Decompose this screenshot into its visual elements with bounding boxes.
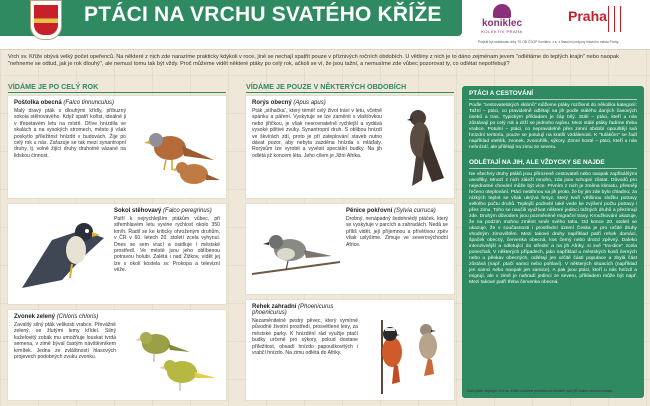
bird-latin: (Chloris chloris) <box>56 314 99 320</box>
bird-name: Zvonek zelený <box>14 314 56 320</box>
bird-description: Pták „stíhačka“, který téměř celý život tráví v letu, včetně spánku a páření. Vyskytuje se lze zaměnit s vlašťovkou nebo jiřičkou, je však nesrovnatelně rychlejší a vydává vysoké pištivé zvuky. Synantropní druh. S oblibou hnízdí ve škvírách zdí, proto je při zateplování staveb nutno dávat pozor, aby nebyla zazděna hnízda s mláďaty. Rorýsům lze vyrobit a vyvěsit speciální budky. Na jih odlétá již koncem léta. Jeho cílem je Jižní Afrika. <box>252 108 382 159</box>
bird-latin: (Falco tinnunculus) <box>63 100 115 106</box>
bird-description: Malý dravý pták s dlouhými křídly, příbuzný sokola stěhovavého. Když spatří kořist, ideálně ji v třepetavém letu na místě. Dříve hnízdila ve skalách a na vysokých stromech, město ji však poskytlo příležitost hnízdit v budovách. Žije po celý rok u nás. Zařazuje se tak mezi synantropní druhy, tj. volně žijící druhy druhotně vázané na lidskou činnost. <box>14 108 126 159</box>
column-heading-seasonal: VÍDÁME JE POUZE V NĚKTERÝCH OBDOBÍCH <box>246 82 454 93</box>
bird-description: Nezaměnitelně pestrý pěvec, který vymírně původně životní prostředí, prosvětlené lesy, za městské parky. K hnízdění rád využije ptačí budky určené pro sýkory, pokud dostane příležitost, obsadí hnízdo papouškovitých i vrabčí hnízdo. Na zimu odlétá do Afriky. <box>252 318 358 357</box>
whitethroat-illustration <box>250 210 342 290</box>
bird-title <box>14 100 126 106</box>
bird-card-redstart <box>246 300 454 400</box>
bird-latin: (Phoenicurus phoenicurus) <box>252 304 334 316</box>
bird-name: Rehek zahradní <box>252 304 297 310</box>
praha-lines-icon <box>608 6 628 32</box>
column-heading-year-round: VÍDÁME JE PO CELÝ ROK <box>8 82 226 93</box>
bird-description: Patří k nejrychlejším ptákům vůbec, při střemhlavém letu vyvine rychlost okolo 350 km/h. Řadil se ke kriticky ohroženým druhům, v ČR v 60. letech 20. století zcela vyhynul. Dnes se sem vrací a osidluje i městské prostředí. Ve městě jsou jeho oblíbenou potravou holubi. Zalétá i nad Žižkov, vídět jej lze v okolí kostela sv. Prokopa a televizní věže. <box>114 216 220 274</box>
travel-info-panel <box>462 86 644 398</box>
bird-name: Pěnice pokřovní <box>346 208 393 214</box>
bird-card-whitethroat <box>246 204 454 294</box>
project-note: Projekt byl realizován díky TS OB ČSOP Koniklec, z.s. z finanční podpory hlavního města Prahy. <box>478 40 619 44</box>
praha-logo: Praha <box>568 8 607 24</box>
bird-latin: (Sylvia curruca) <box>394 208 436 214</box>
swift-illustration <box>386 100 450 194</box>
bird-description: Zavalitý silný pták velikosti vrabce. Převážně zelený, se žlutými lemy křídel. Silný kuželovitý zobák mu umožňuje louskat tvrdá semena, v zimě býval častým návštěvníkem krmítek. Jedna ze zvláštností hlasových projevech podobných zvuku zvonku. <box>14 322 116 361</box>
section-text-travel: Podle "cestovatelských sklonů" můžeme ptáky rozčlenit do několika kategorií: Tažní – ptáci, co pravidelně odlétají na jih podle stálého daných časových úseků a tras. Typickým příkladem je čáp bílý. Stálí – ptáci, kteří u nás zůstávají po celý rok a drží se jednoho rajónu. Mezi stálé ptáky řadíme třeba vrabce. Potulní – ptáci, co nepravidelně přes zimní období opouštějí svá hnízdní teritoria, pouze se potulují na kratší vzdálenost. K "tulákům" se řadí například stehlík, zvonek, zvonohlík, sýkory. Zimní hosté – ptáci, kteří u nás nehnízdí, ale přilétají na zimu ze severu. <box>469 103 637 150</box>
section-title-travel: PTÁCI A CESTOVÁNÍ <box>469 90 637 100</box>
bird-title <box>346 208 448 214</box>
kestrel-illustration <box>132 108 222 192</box>
header <box>0 0 650 50</box>
page-title: PTÁCI NA VRCHU SVATÉHO KŘÍŽE <box>84 3 442 26</box>
koniklec-logo <box>476 4 528 38</box>
bird-name: Sokol stěhovavý <box>114 208 162 214</box>
bird-latin: (Falco peregrinus) <box>163 208 212 214</box>
section-text-exceptions: Ne všechny druhy ptáků jsou přirozeně cestovateli nebo naopak zapřisáhlými usedlíky. Mnozí z nich záleží mnoho, zda jsou schopni zůstat. Důvodů pro nejednotné chování může být více. Prvním z nich je změna klimatu, přesněji řečeno oteplování. Ptáci netáhnou na jih proto, že by jim zde bylo chladno; za nízkých teplot se však ukrývá hmyz, který tvoří většinou složku potravy velkého počtu druhů. Teplejší podnebí také vede ke zvýšení počtu potravy i přes zimu. Toho se naučili využívat některé jedinci tažných druhů a přezimují zde. Druhým důvodem jsou pozměněné migrační trasy. Kroužkování ukazuje, že na podzim mohou změnit směr svého tahu. Od konce 20. století se ukazuje, že v současnosti i prostřední území Česka je pro určité druhy vhodným zimovištěm. Mezi takové druhy například patří rehek domácí, špaček obecný, červenka obecná, kos černý nebo drozd zpěvný. Daleko intenzivnější a odletující do střední a na jih Afriky, si své "tra-dice" zcela ponechali. V některých případech, jako například u městských kosů černých nebo u pěnkav obecných, odlétají jen určité části populace a zbylá část zůstává (např. ptačí samci nebo pohlaví). V některých situacích (například jen samci nebo naopak jen samice). A pak jsou ptáci, kteří u nás hnízdí a migrují, ale v zimě je nahradí jedinci ze severu, příkladem může být např. Mezi takové patří třeba červenka obecná. <box>469 172 637 285</box>
bird-card-peregrine <box>8 204 226 304</box>
bird-latin: (Apus apus) <box>293 100 326 106</box>
bird-title <box>14 314 116 320</box>
bird-name: Rorýs obecný <box>252 100 292 106</box>
section-title-exceptions: ODLÉTAJÍ NA JIH, ALE VŽDYCKY SE NAJDE <box>469 159 637 169</box>
bird-card-kestrel <box>8 96 226 198</box>
qr-footnote: Další ptáky obývající Vrch sv. Kříže si můžete prohlédnout virtuálně pod QR kódem na konci panelu. <box>467 389 614 393</box>
intro-text: Vrch sv. Kříže obývá velký počet opeřenců. Na některé z nich zde narazíme prakticky kdykoli v roce, jiné se nechají spatřit pouze v příznivých ročních obdobích. U většiny z nich je to dáno zejménam jevem "odlétáme do teplých krajin" nebo naopak "nehneme se odtud, jak je rok dlouhý", ale nemusí tomu tak být vždy. Proč můžeme vidět některé ptáky po celý rok, ačkoli se ví, že jsou tažní, a nemusíme zde vůbec pozorovat ty, co odlétat nepotřebují? <box>8 54 619 67</box>
bird-title <box>114 208 220 214</box>
greenfinch-illustration <box>124 316 222 396</box>
peregrine-illustration <box>12 210 112 300</box>
redstart-illustration <box>362 308 450 396</box>
prague-crest-icon <box>30 0 62 40</box>
koniklec-flower-icon <box>493 4 511 18</box>
bird-title <box>252 100 382 106</box>
koniklec-logo-word: koniklec <box>481 18 523 29</box>
bird-description: Drobný, nenápadný šedohnědý ptáček, který se vyskytuje v parcích a zahradách. Nedá se příliš vidět, její příjemnou a přívětivou zpěv však uslyšíme. Zimuje ve severovýchodní Africe. <box>346 216 448 248</box>
koniklec-logo-sub: KOLEKTIV PRAHA <box>481 29 523 34</box>
bird-name: Poštolka obecná <box>14 100 62 106</box>
bird-card-greenfinch <box>8 310 226 400</box>
bird-card-swift <box>246 96 454 198</box>
bird-title <box>252 304 358 316</box>
